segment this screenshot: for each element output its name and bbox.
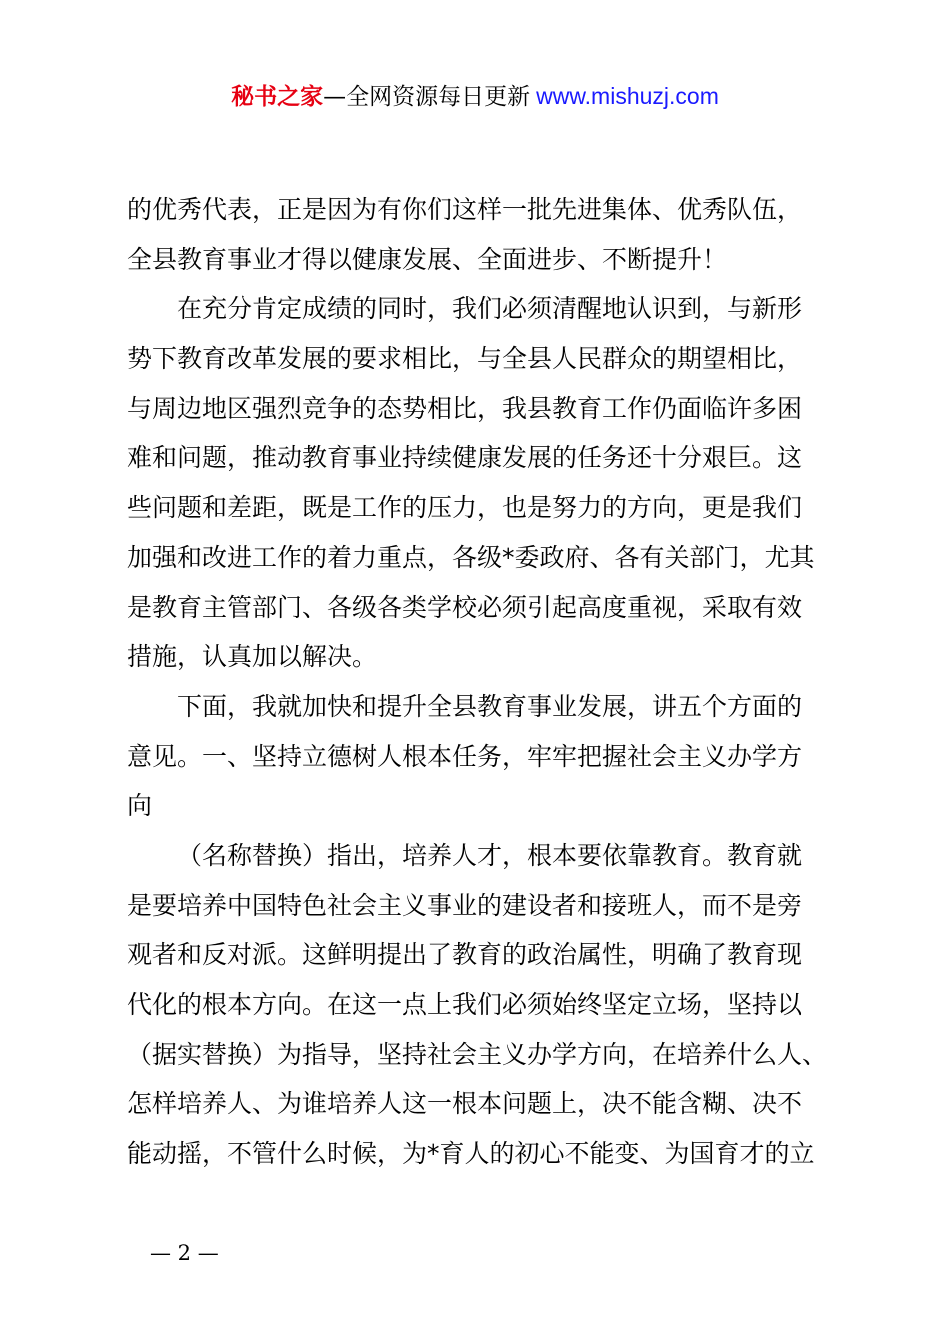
body-line: 的优秀代表，正是因为有你们这样一批先进集体、优秀队伍，	[127, 195, 803, 224]
body-line: 是教育主管部门、各级各类学校必须引起高度重视，采取有效	[127, 592, 803, 622]
body-line: 意见。一、坚持立德树人根本任务，牢牢把握社会主义办学方	[127, 741, 803, 771]
body-line: 下面，我就加快和提升全县教育事业发展，讲五个方面的	[177, 691, 803, 721]
body-line: 观者和反对派。这鲜明提出了教育的政治属性，明确了教育现	[127, 940, 803, 970]
body-line: 能动摇，不管什么时候，为*育人的初心不能变、为国育才的立	[127, 1139, 815, 1169]
site-brand: 秘书之家	[231, 84, 324, 110]
body-line: 全县教育事业才得以健康发展、全面进步、不断提升！	[127, 244, 728, 274]
body-line: 加强和改进工作的着力重点，各级*委政府、各有关部门，尤其	[127, 542, 815, 572]
body-line: 难和问题，推动教育事业持续健康发展的任务还十分艰巨。这	[127, 443, 803, 473]
document-body	[127, 185, 837, 1179]
body-line: 措施，认真加以解决。	[127, 642, 378, 672]
page-header	[0, 78, 950, 115]
body-line: 在充分肯定成绩的同时，我们必须清醒地认识到，与新形	[177, 294, 803, 324]
body-line: 怎样培养人、为谁培养人这一根本问题上，决不能含糊、决不	[127, 1089, 803, 1119]
body-line: 代化的根本方向。在这一点上我们必须始终坚定立场，坚持以	[127, 990, 803, 1019]
page-number: — 2 —	[150, 1241, 219, 1265]
body-line: （名称替换）指出，培养人才，根本要依靠教育。教育就	[177, 840, 803, 870]
site-tagline: —全网资源每日更新	[323, 84, 531, 110]
body-line: （据实替换）为指导，坚持社会主义办学方向，在培养什么人、	[127, 1039, 828, 1069]
body-line: 与周边地区强烈竞争的态势相比，我县教育工作仍面临许多困	[127, 393, 803, 423]
body-line: 是要培养中国特色社会主义事业的建设者和接班人，而不是旁	[127, 890, 803, 920]
site-url-link[interactable]: www.mishuzj.com	[536, 83, 719, 109]
body-line: 些问题和差距，既是工作的压力，也是努力的方向，更是我们	[127, 493, 803, 523]
body-line: 向	[127, 791, 153, 821]
body-line: 势下教育改革发展的要求相比，与全县人民群众的期望相比，	[127, 344, 803, 374]
